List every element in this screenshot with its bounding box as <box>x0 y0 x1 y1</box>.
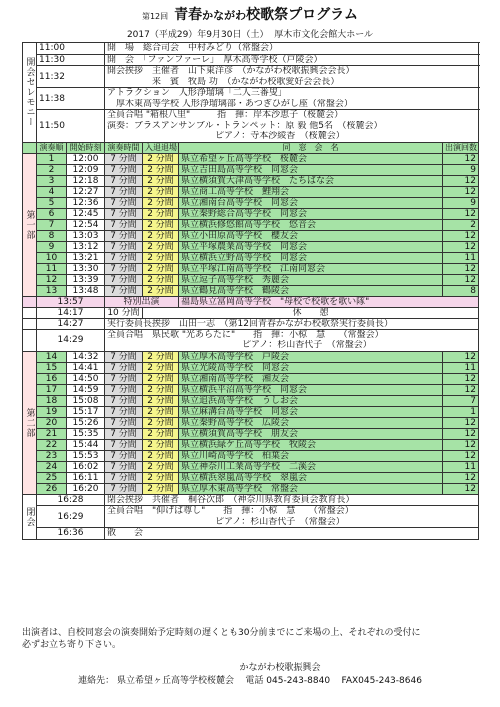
school-cell: 県立鶴見高等学校 鶴陵会 <box>179 285 443 296</box>
anthem-time: 14:29 <box>37 329 105 351</box>
performance-row <box>23 439 479 450</box>
text-line: アトラクション 人形浄瑠璃「二人三番叟」 <box>107 88 287 98</box>
change-time-cell: 2 分間 <box>143 395 179 406</box>
school-cell: 県立小田原高等学校 櫻友会 <box>179 230 443 241</box>
perf-time-cell: 7 分間 <box>105 219 143 230</box>
start-time-cell: 15:53 <box>67 450 105 461</box>
order-cell: 24 <box>37 461 67 472</box>
start-time-cell: 14:59 <box>67 384 105 395</box>
performance-row <box>23 208 479 219</box>
school-cell: 県立希望ヶ丘高等学校 桜麓会 <box>179 153 443 164</box>
closing-text <box>105 528 479 540</box>
page-title <box>0 6 500 26</box>
count-cell: 12 <box>443 472 479 483</box>
change-time-cell: 2 分間 <box>143 285 179 296</box>
ceremony-time: 11:38 <box>37 88 105 110</box>
start-time-cell: 13:39 <box>67 274 105 285</box>
count-cell: 9 <box>443 197 479 208</box>
performance-row <box>23 219 479 230</box>
notes <box>22 627 478 651</box>
closing-text <box>105 506 479 528</box>
order-cell: 7 <box>37 219 67 230</box>
ceremony-row <box>23 110 479 143</box>
spacer <box>23 329 37 351</box>
ceremony-text <box>105 43 479 55</box>
order-cell: 20 <box>37 417 67 428</box>
order-cell: 9 <box>37 241 67 252</box>
performance-row <box>23 263 479 274</box>
order-cell: 3 <box>37 175 67 186</box>
change-time-cell: 2 分間 <box>143 164 179 175</box>
count-cell: 12 <box>443 241 479 252</box>
school-cell: 県立横浜緑ケ丘高等学校 牧陵会 <box>179 439 443 450</box>
section-label-part1: 第一部 <box>23 153 37 296</box>
perf-time-cell: 7 分間 <box>105 164 143 175</box>
text-line: 閉会挨拶 共催者 桐谷次郎 （神奈川県教育委員会教育長） <box>107 494 355 505</box>
section-label-opening: 開会セレモニー <box>23 43 37 143</box>
performance-row <box>23 384 479 395</box>
order-cell: 25 <box>37 472 67 483</box>
school-cell: 県立厚木東高等学校 常盤会 <box>179 483 443 494</box>
perf-time-cell: 7 分間 <box>105 351 143 362</box>
ceremony-text <box>105 88 479 110</box>
start-time-cell: 15:08 <box>67 395 105 406</box>
page-header <box>0 6 500 42</box>
performance-row <box>23 241 479 252</box>
school-cell: 県立横浜翠嵐高等学校 翠嵐会 <box>179 472 443 483</box>
performance-row <box>23 197 479 208</box>
change-time-cell: 2 分間 <box>143 186 179 197</box>
section-label-part2: 第二部 <box>23 351 37 494</box>
special-row <box>23 296 479 307</box>
start-time-cell: 14:32 <box>67 351 105 362</box>
count-cell: 12 <box>443 373 479 384</box>
count-cell: 12 <box>443 384 479 395</box>
change-time-cell: 2 分間 <box>143 384 179 395</box>
performance-row <box>23 450 479 461</box>
performance-row <box>23 362 479 373</box>
change-time-cell: 2 分間 <box>143 417 179 428</box>
text-line: 全員合唱 "仰げば尊し" 指 揮：小椋 慧 （常盤会） <box>107 506 354 516</box>
order-cell: 26 <box>37 483 67 494</box>
performance-row <box>23 483 479 494</box>
break-label: 休 憩 <box>143 307 479 318</box>
text-line: ピアノ：杉山香代子 （常盤会） <box>107 340 372 350</box>
count-cell: 12 <box>443 351 479 362</box>
change-time-cell: 2 分間 <box>143 208 179 219</box>
notes-line-1: 出演者は、自校同窓会の演奏開始予定時刻の遅くとも30分前までにご来場の上、それぞれの受付に <box>22 628 421 638</box>
text-line: 開 会 「ファンファーレ」 厚木高等学校（戸陵会） <box>107 54 323 65</box>
start-time-cell: 13:03 <box>67 230 105 241</box>
special-text: 福島県立富岡高等学校 "母校で校歌を歌い隊" <box>179 296 479 307</box>
ceremony-row <box>23 54 479 66</box>
start-time-cell: 12:54 <box>67 219 105 230</box>
performance-row <box>23 373 479 384</box>
break-duration: 10 分間 <box>105 307 143 318</box>
anthem-row <box>23 329 479 351</box>
change-time-cell: 2 分間 <box>143 219 179 230</box>
performance-row <box>23 230 479 241</box>
school-cell: 県立商工高等学校 鯉翔会 <box>179 186 443 197</box>
order-cell: 13 <box>37 285 67 296</box>
order-cell: 12 <box>37 274 67 285</box>
order-cell: 4 <box>37 186 67 197</box>
perf-time-cell: 7 分間 <box>105 483 143 494</box>
performance-row <box>23 274 479 285</box>
change-time-cell: 2 分間 <box>143 406 179 417</box>
order-cell: 10 <box>37 252 67 263</box>
change-time-cell: 2 分間 <box>143 362 179 373</box>
order-cell: 18 <box>37 395 67 406</box>
order-cell: 6 <box>37 208 67 219</box>
school-cell: 県立湘南高等学校 湘友会 <box>179 373 443 384</box>
school-cell: 県立平塚農業高等学校 同窓会 <box>179 241 443 252</box>
column-header-count: 出演回数 <box>443 142 479 153</box>
footer <box>0 662 500 688</box>
special-label: 特別出演 <box>105 296 179 307</box>
count-cell: 12 <box>443 417 479 428</box>
date-venue-line <box>0 29 500 42</box>
count-cell: 12 <box>443 483 479 494</box>
ceremony-time: 11:00 <box>37 43 105 55</box>
school-cell: 県立横須賀大津高等学校 たちばな会 <box>179 175 443 186</box>
text-line: 開会挨拶 主催者 山下東洋彦 （かながわ校歌振興会会長） <box>107 66 355 76</box>
performance-row <box>23 395 479 406</box>
change-time-cell: 2 分間 <box>143 241 179 252</box>
school-cell: 県立厚木高等学校 戸陵会 <box>179 351 443 362</box>
order-cell: 15 <box>37 362 67 373</box>
performance-row <box>23 406 479 417</box>
change-time-cell: 2 分間 <box>143 483 179 494</box>
text-line: 散 会 <box>107 528 144 538</box>
perf-time-cell: 7 分間 <box>105 153 143 164</box>
school-cell: 県立麻溝台高等学校 同窓会 <box>179 406 443 417</box>
order-cell: 8 <box>37 230 67 241</box>
footer-org: かながわ校歌振興会 <box>239 663 321 673</box>
count-cell: 12 <box>443 263 479 274</box>
count-cell: 12 <box>443 450 479 461</box>
contact-school: 県立希望ヶ丘高等学校桜麓会 <box>116 676 234 686</box>
perf-time-cell: 7 分間 <box>105 175 143 186</box>
column-header-row <box>23 142 479 153</box>
count-cell: 11 <box>443 252 479 263</box>
text-line: ピアノ：寺本沙綾香 （桜麓会） <box>107 131 345 141</box>
school-cell: 県立横須賀高等学校 朋友会 <box>179 428 443 439</box>
change-time-cell: 2 分間 <box>143 373 179 384</box>
count-cell: 12 <box>443 153 479 164</box>
column-header-start: 開始時刻 <box>67 142 105 153</box>
perf-time-cell: 7 分間 <box>105 263 143 274</box>
program-table <box>22 42 479 540</box>
count-cell: 12 <box>443 175 479 186</box>
count-cell: 2 <box>443 219 479 230</box>
order-cell: 22 <box>37 439 67 450</box>
closing-row <box>23 506 479 528</box>
start-time-cell: 15:44 <box>67 439 105 450</box>
perf-time-cell: 7 分間 <box>105 384 143 395</box>
text-line: 開 場 総合司会 中村みどり（常盤会） <box>107 43 279 53</box>
start-time-cell: 12:36 <box>67 197 105 208</box>
start-time-cell: 12:45 <box>67 208 105 219</box>
count-cell: 12 <box>443 230 479 241</box>
order-cell: 2 <box>37 164 67 175</box>
start-time-cell: 13:21 <box>67 252 105 263</box>
ceremony-time: 11:50 <box>37 110 105 143</box>
change-time-cell: 2 分間 <box>143 252 179 263</box>
ceremony-row <box>23 43 479 55</box>
school-cell: 県立秦野総合高等学校 同窓会 <box>179 208 443 219</box>
change-time-cell: 2 分間 <box>143 274 179 285</box>
school-cell: 県立逗子高等学校 秀麗会 <box>179 274 443 285</box>
change-time-cell: 2 分間 <box>143 351 179 362</box>
order-cell: 1 <box>37 153 67 164</box>
text-line: 全員合唱 "箱根八里" 指 揮：岸本沙恵子（桜麓会） <box>107 110 344 120</box>
school-cell: 県立川崎高等学校 柏葉会 <box>179 450 443 461</box>
closing-time: 16:28 <box>37 494 105 506</box>
performance-row <box>23 153 479 164</box>
column-header-school: 同 窓 会 名 <box>179 142 443 153</box>
count-cell: 12 <box>443 428 479 439</box>
perf-time-cell: 7 分間 <box>105 252 143 263</box>
spacer <box>23 307 37 318</box>
start-time-cell: 12:00 <box>67 153 105 164</box>
perf-time-cell: 7 分間 <box>105 461 143 472</box>
change-time-cell: 2 分間 <box>143 230 179 241</box>
chair-speech-time: 14:27 <box>37 318 105 329</box>
perf-time-cell: 7 分間 <box>105 417 143 428</box>
school-cell: 県立追浜高等学校 うしお会 <box>179 395 443 406</box>
start-time-cell: 12:09 <box>67 164 105 175</box>
count-cell: 12 <box>443 208 479 219</box>
notes-line-2: 必ずお立ち寄り下さい。 <box>22 640 122 650</box>
school-cell: 県立神奈川工業高等学校 二溪会 <box>179 461 443 472</box>
section-label-closing: 閉会 <box>23 494 37 539</box>
ceremony-text <box>105 110 479 143</box>
closing-row <box>23 528 479 540</box>
ceremony-time: 11:30 <box>37 54 105 66</box>
title-rest: 校歌祭プログラム <box>246 7 359 23</box>
start-time-cell: 12:27 <box>67 186 105 197</box>
performance-row <box>23 164 479 175</box>
contact-phone: 電話 045-243-8840 <box>245 676 331 686</box>
change-time-cell: 2 分間 <box>143 439 179 450</box>
start-time-cell: 16:02 <box>67 461 105 472</box>
perf-time-cell: 7 分間 <box>105 395 143 406</box>
change-time-cell: 2 分間 <box>143 175 179 186</box>
order-cell: 5 <box>37 197 67 208</box>
start-time-cell: 13:48 <box>67 285 105 296</box>
text-line: 演奏：ブラスアンサンブル・トランペット：原 毅 他5名 （桜麓会） <box>107 120 383 131</box>
performance-row <box>23 461 479 472</box>
count-cell: 7 <box>443 395 479 406</box>
event-venue: 厚木市文化会館大ホール <box>274 30 374 40</box>
performance-row <box>23 186 479 197</box>
change-time-cell: 2 分間 <box>143 197 179 208</box>
break-time: 14:17 <box>37 307 105 318</box>
text-line: 全員合唱 県民歌 "光あらたに" 指 揮：小椋 慧 （常盤会） <box>107 329 384 340</box>
change-time-cell: 2 分間 <box>143 461 179 472</box>
perf-time-cell: 7 分間 <box>105 197 143 208</box>
footer-contact <box>0 675 500 688</box>
title-kana: かながわ <box>202 9 247 22</box>
ceremony-time: 11:32 <box>37 66 105 88</box>
text-line: 厚木東高等学校 人形浄瑠璃部・あつぎひがし座（常盤会） <box>107 98 353 109</box>
column-header-no: 演奏順 <box>37 142 67 153</box>
perf-time-cell: 7 分間 <box>105 241 143 252</box>
performance-row <box>23 428 479 439</box>
count-cell: 1 <box>443 406 479 417</box>
text-line: ピアノ：杉山香代子 （常盤会） <box>107 516 345 527</box>
start-time-cell: 15:35 <box>67 428 105 439</box>
ceremony-row <box>23 66 479 88</box>
change-time-cell: 2 分間 <box>143 153 179 164</box>
special-time: 13:57 <box>37 296 105 307</box>
count-cell: 9 <box>443 164 479 175</box>
ceremony-row <box>23 88 479 110</box>
school-cell: 県立横浜立野高等学校 同窓会 <box>179 252 443 263</box>
count-cell: 12 <box>443 186 479 197</box>
closing-text <box>105 494 479 506</box>
closing-time: 16:36 <box>37 528 105 540</box>
closing-row <box>23 494 479 506</box>
performance-row <box>23 285 479 296</box>
order-cell: 23 <box>37 450 67 461</box>
start-time-cell: 14:50 <box>67 373 105 384</box>
spacer <box>23 318 37 329</box>
header-spacer <box>23 142 37 153</box>
perf-time-cell: 7 分間 <box>105 230 143 241</box>
order-cell: 16 <box>37 373 67 384</box>
school-cell: 県立横浜修悠館高等学校 悠音会 <box>179 219 443 230</box>
performance-row <box>23 351 479 362</box>
perf-time-cell: 7 分間 <box>105 362 143 373</box>
change-time-cell: 2 分間 <box>143 472 179 483</box>
perf-time-cell: 7 分間 <box>105 285 143 296</box>
school-cell: 県立吉田島高等学校 同窓会 <box>179 164 443 175</box>
order-cell: 17 <box>37 384 67 395</box>
perf-time-cell: 7 分間 <box>105 450 143 461</box>
count-cell: 12 <box>443 439 479 450</box>
performance-row <box>23 175 479 186</box>
perf-time-cell: 7 分間 <box>105 428 143 439</box>
start-time-cell: 14:41 <box>67 362 105 373</box>
order-cell: 21 <box>37 428 67 439</box>
anthem-text <box>105 329 479 351</box>
school-cell: 県立横浜平沼高等学校 同窓会 <box>179 384 443 395</box>
performance-row <box>23 472 479 483</box>
start-time-cell: 13:30 <box>67 263 105 274</box>
spacer <box>23 296 37 307</box>
start-time-cell: 16:20 <box>67 483 105 494</box>
title-main: 青春 <box>174 7 203 23</box>
perf-time-cell: 7 分間 <box>105 208 143 219</box>
change-time-cell: 2 分間 <box>143 428 179 439</box>
chair-speech-row <box>23 318 479 329</box>
change-time-cell: 2 分間 <box>143 450 179 461</box>
ceremony-text <box>105 54 479 66</box>
text-line: 来 賓 牧島 功 （かながわ校歌愛好会会長） <box>107 76 340 87</box>
count-cell: 8 <box>443 285 479 296</box>
start-time-cell: 15:26 <box>67 417 105 428</box>
break-row <box>23 307 479 318</box>
contact-fax: FAX045-243-8646 <box>341 676 422 686</box>
performance-row <box>23 417 479 428</box>
perf-time-cell: 7 分間 <box>105 186 143 197</box>
order-cell: 11 <box>37 263 67 274</box>
performance-row <box>23 252 479 263</box>
perf-time-cell: 7 分間 <box>105 373 143 384</box>
order-cell: 19 <box>37 406 67 417</box>
start-time-cell: 15:17 <box>67 406 105 417</box>
school-cell: 県立湘南台高等学校 同窓会 <box>179 197 443 208</box>
start-time-cell: 16:11 <box>67 472 105 483</box>
change-time-cell: 2 分間 <box>143 263 179 274</box>
ceremony-text <box>105 66 479 88</box>
column-header-change: 入退退場 <box>143 142 179 153</box>
closing-time: 16:29 <box>37 506 105 528</box>
start-time-cell: 13:12 <box>67 241 105 252</box>
perf-time-cell: 7 分間 <box>105 274 143 285</box>
count-cell: 12 <box>443 274 479 285</box>
chair-speech-text: 実行委員長挨拶 山田一志 （第12回青春かながわ校歌祭実行委員長） <box>105 318 479 329</box>
school-cell: 県立光陵高等学校 同窓会 <box>179 362 443 373</box>
event-date: 2017（平成29）年9月30日（土） <box>126 30 269 40</box>
contact-label: 連絡先： <box>78 676 115 686</box>
perf-time-cell: 7 分間 <box>105 406 143 417</box>
edition-label: 第12回 <box>141 12 169 21</box>
perf-time-cell: 7 分間 <box>105 439 143 450</box>
school-cell: 県立秦野高等学校 広陵会 <box>179 417 443 428</box>
count-cell: 11 <box>443 461 479 472</box>
perf-time-cell: 7 分間 <box>105 472 143 483</box>
order-cell: 14 <box>37 351 67 362</box>
school-cell: 県立平塚江南高等学校 江南同窓会 <box>179 263 443 274</box>
count-cell: 11 <box>443 362 479 373</box>
start-time-cell: 12:18 <box>67 175 105 186</box>
column-header-perf: 演奏時間 <box>105 142 143 153</box>
